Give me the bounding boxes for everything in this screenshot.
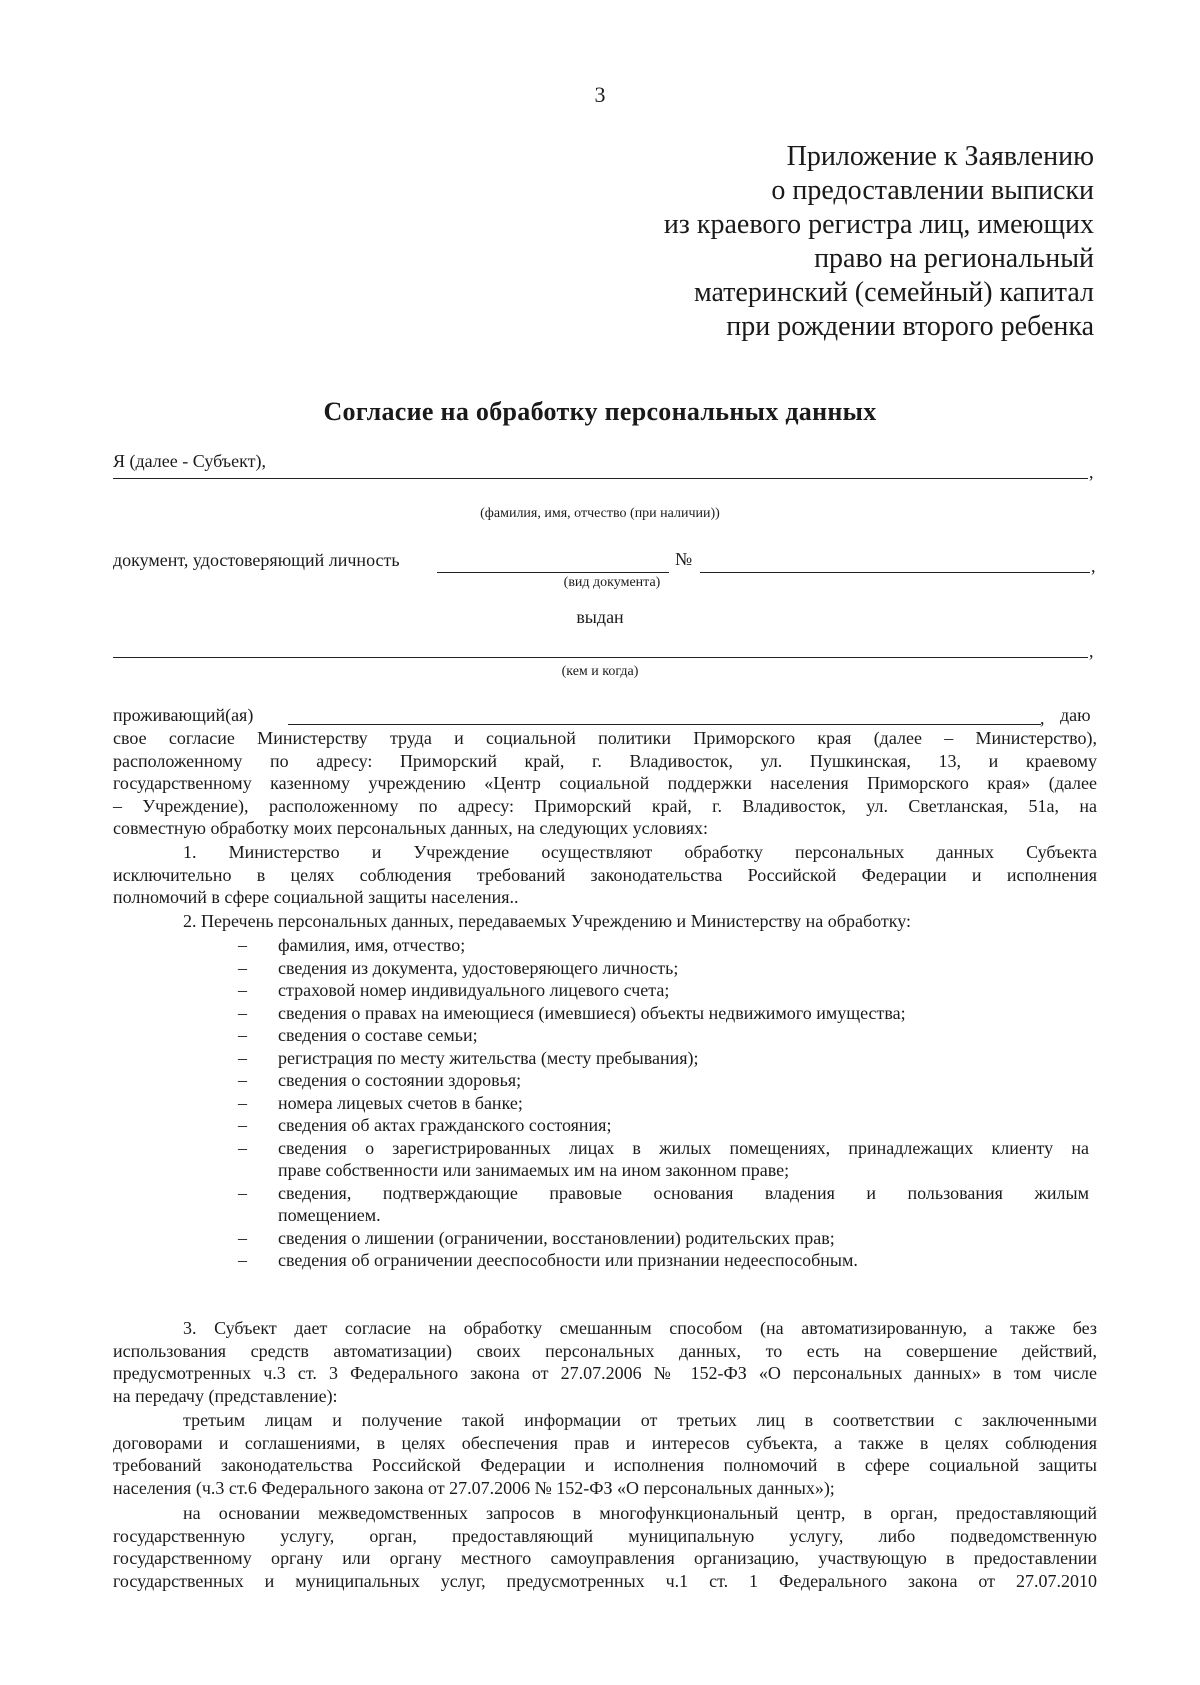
appendix-line: о предоставлении выписки xyxy=(771,175,1094,206)
list-item xyxy=(238,1002,1089,1025)
list-item-text: сведения об актах гражданского состояния; xyxy=(278,1115,612,1135)
address-line xyxy=(288,724,1041,725)
text-line: договорами и соглашениями, в целях обеспечения прав и интересов субъекта, а также в целях соблюдения xyxy=(113,1432,1097,1453)
list-item xyxy=(238,1227,1089,1250)
appendix-line: при рождении второго ребенка xyxy=(726,311,1094,342)
text-line: государственному органу или органу местного самоуправления организацию, участвующую в предоставлении xyxy=(113,1548,1097,1568)
doc-number-line xyxy=(700,572,1090,573)
appendix-header xyxy=(664,140,1094,344)
doc-type-caption: (вид документа) xyxy=(563,575,661,590)
doc-type-line xyxy=(437,572,669,573)
text-line: государственному казенному учреждению «Центр социальной поддержки населения Приморского края» (далее xyxy=(113,773,1097,793)
doc-number-comma: , xyxy=(1091,556,1096,576)
number-sign: № xyxy=(675,549,693,569)
interagency-paragraph xyxy=(113,1502,1097,1592)
clause-2-heading: 2. Перечень персональных данных, передаваемых Учреждению и Министерству на обработку: xyxy=(183,911,911,931)
list-item-text: сведения об ограничении дееспособности или признании недееспособным. xyxy=(278,1250,858,1270)
appendix-line: материнский (семейный) капитал xyxy=(693,277,1094,308)
dash-marker: – xyxy=(238,1047,247,1068)
list-item-text: сведения о правах на имеющиеся (имевшиеся) объекты недвижимого имущества; xyxy=(278,1002,906,1023)
list-item-text: сведения из документа, удостоверяющего личность; xyxy=(278,957,679,978)
list-item-text: регистрация по месту жительства (месту пребывания); xyxy=(278,1047,699,1068)
dash-marker: – xyxy=(238,1182,247,1203)
list-item-text: номера лицевых счетов в банке; xyxy=(278,1092,523,1113)
clause-1 xyxy=(113,841,1097,909)
issued-label: выдан xyxy=(576,607,624,627)
dash-marker: – xyxy=(238,935,247,955)
list-item xyxy=(238,1249,1089,1272)
id-doc-label: документ, удостоверяющий личность xyxy=(113,550,400,570)
list-item xyxy=(238,1092,1089,1115)
text-line: совместную обработку моих персональных данных, на следующих условиях: xyxy=(113,818,709,838)
dash-marker: – xyxy=(238,1025,247,1045)
list-item xyxy=(238,934,1089,957)
dash-marker: – xyxy=(238,1092,247,1113)
address-comma: , xyxy=(1040,708,1045,728)
personal-data-list xyxy=(238,934,1089,1272)
text-line: 1. Министерство и Учреждение осуществляют обработку персональных данных Субъекта xyxy=(183,842,1097,862)
text-line: требований законодательства Российской Федерации и исполнения полномочий в сфере социальной защиты xyxy=(113,1455,1097,1475)
dash-marker: – xyxy=(238,1070,247,1090)
text-line: – Учреждение), расположенному по адресу: Приморский край, г. Владивосток, ул. Светланская, 51а, на xyxy=(113,795,1097,816)
list-item xyxy=(238,1047,1089,1070)
list-item-text: сведения о составе семьи; xyxy=(278,1025,478,1045)
list-item xyxy=(238,1069,1089,1092)
dash-marker: – xyxy=(238,957,247,978)
fio-caption: (фамилия, имя, отчество (при наличии)) xyxy=(480,506,720,521)
dash-marker: – xyxy=(238,1137,247,1158)
list-item xyxy=(238,1024,1089,1047)
list-item-text: страховой номер индивидуального лицевого счета; xyxy=(278,980,670,1000)
text-line: на передачу (представление): xyxy=(113,1385,338,1406)
fio-comma: , xyxy=(1089,462,1094,482)
appendix-line: из краевого регистра лиц, имеющих xyxy=(663,209,1094,240)
text-line: использования средств автоматизации) своих персональных данных, то есть на совершение действий, xyxy=(113,1340,1097,1361)
dash-marker: – xyxy=(238,980,247,1000)
list-item-text: сведения о зарегистрированных лицах в жилых помещениях, принадлежащих клиенту на xyxy=(278,1137,1089,1158)
appendix-line: Приложение к Заявлению xyxy=(786,141,1094,172)
dash-marker: – xyxy=(238,1227,247,1248)
issued-caption: (кем и когда) xyxy=(561,664,639,679)
text-line: населения (ч.3 ст.6 Федерального закона от 27.07.2006 № 152-ФЗ «О персональных данных»); xyxy=(113,1477,835,1498)
text-line: предусмотренных ч.3 ст. 3 Федерального закона от 27.07.2006 № 152-ФЗ «О персональных данных» в том числе xyxy=(113,1363,1097,1383)
list-item xyxy=(238,979,1089,1002)
list-item-text: помещением. xyxy=(278,1205,381,1225)
issued-line xyxy=(113,657,1088,658)
appendix-line: право на региональный xyxy=(814,243,1094,274)
clause-3 xyxy=(113,1317,1097,1407)
list-item xyxy=(238,1137,1089,1182)
residing-label: проживающий(ая) xyxy=(113,705,254,725)
list-item-text: фамилия, имя, отчество; xyxy=(278,935,466,955)
subject-intro: Я (далее - Субъект), xyxy=(113,451,266,471)
text-line: государственную услугу, орган, предоставляющий муниципальную услугу, либо подведомственную xyxy=(113,1525,1097,1546)
list-item xyxy=(238,1114,1089,1137)
consent-intro xyxy=(113,727,1097,840)
text-line: расположенному по адресу: Приморский край, г. Владивосток, ул. Пушкинская, 13, и краевому xyxy=(113,750,1097,771)
dash-marker: – xyxy=(238,1250,247,1270)
text-line: третьим лицам и получение такой информации от третьих лиц в соответствии с заключенными xyxy=(183,1410,1097,1430)
text-line: свое согласие Министерству труда и социальной политики Приморского края (далее – Министерство), xyxy=(113,728,1097,748)
third-parties-paragraph xyxy=(113,1409,1097,1499)
text-line: государственных и муниципальных услуг, предусмотренных ч.1 ст. 1 Федерального закона от 27.07.2010 xyxy=(113,1570,1097,1591)
text-line: полномочий в сфере социальной защиты населения.. xyxy=(113,887,519,907)
fio-line xyxy=(113,478,1088,479)
dash-marker: – xyxy=(238,1002,247,1023)
list-item xyxy=(238,957,1089,980)
dash-marker: – xyxy=(238,1115,247,1135)
text-line: на основании межведомственных запросов в многофункциональный центр, в орган, предоставляющий xyxy=(183,1503,1097,1523)
issued-comma: , xyxy=(1089,641,1094,661)
list-item-text: праве собственности или занимаемых им на ином законном праве; xyxy=(278,1160,790,1180)
list-item-text: сведения, подтверждающие правовые основания владения и пользования жилым xyxy=(278,1182,1089,1203)
text-line: 3. Субъект дает согласие на обработку смешанным способом (на автоматизированную, а также без xyxy=(183,1318,1097,1338)
document-title: Согласие на обработку персональных данных xyxy=(323,397,877,426)
give-label: даю xyxy=(1060,705,1091,725)
list-item-text: сведения о состоянии здоровья; xyxy=(278,1070,522,1090)
page-number: 3 xyxy=(594,82,606,107)
list-item-text: сведения о лишении (ограничении, восстановлении) родительских прав; xyxy=(278,1227,835,1248)
list-item xyxy=(238,1182,1089,1227)
text-line: исключительно в целях соблюдения требований законодательства Российской Федерации и исполнения xyxy=(113,864,1097,885)
